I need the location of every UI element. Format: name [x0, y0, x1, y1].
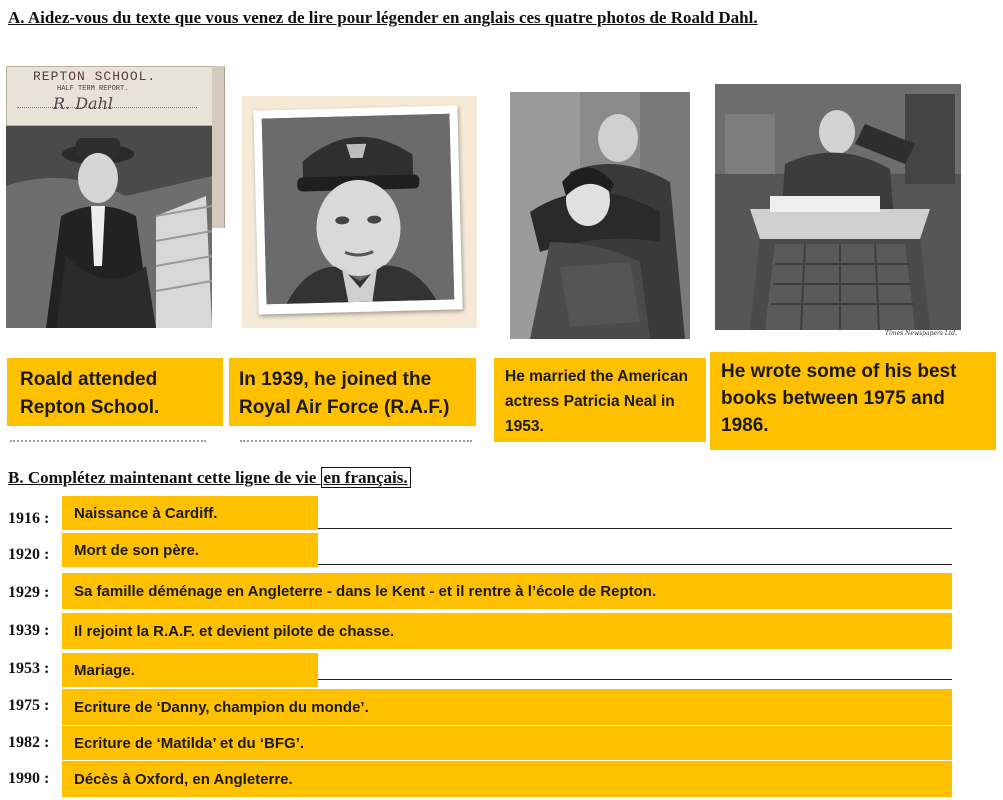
timeline-year: 1982 : [8, 734, 50, 751]
timeline-entry: Ecriture de ‘Matilda’ et du ‘BFG’. [62, 726, 952, 760]
caption-raf: In 1939, he joined the Royal Air Force (R.A.F.) [229, 358, 476, 426]
timeline-entry: Naissance à Cardiff. [62, 496, 318, 530]
timeline-entry: Ecriture de ‘Danny, champion du monde’. [62, 689, 952, 725]
section-b-title-text: B. Complétez maintenant cette ligne de vie [8, 468, 317, 487]
timeline-line [318, 679, 952, 680]
timeline-year: 1953 : [8, 660, 50, 677]
photo-raf-card [242, 96, 477, 328]
timeline-entry: Sa famille déménage en Angleterre - dans le Kent - et il rentre à l’école de Repton. [62, 573, 952, 609]
report-card-subtitle: HALF TERM REPORT. [57, 85, 129, 93]
photo-raf-frame [253, 105, 462, 314]
answer-line-1 [10, 440, 206, 442]
caption-marriage: He married the American actress Patricia Neal in 1953. [494, 358, 706, 442]
section-b-title [8, 468, 411, 488]
section-b-title-boxed: en français. [321, 467, 411, 488]
photo-raf-pilot [262, 114, 455, 305]
photo-credit: Times Newspapers Ltd. [885, 330, 957, 337]
caption-books: He wrote some of his best books between 1975 and 1986. [710, 352, 996, 450]
timeline-line [318, 564, 952, 565]
timeline-year: 1916 : [8, 510, 50, 527]
caption-repton: Roald attended Repton School. [7, 358, 223, 426]
timeline-entry: Mort de son père. [62, 533, 318, 567]
timeline-year: 1929 : [8, 584, 50, 601]
timeline-entry: Décès à Oxford, en Angleterre. [62, 761, 952, 797]
timeline-year: 1939 : [8, 622, 50, 639]
photo-marriage [510, 92, 690, 339]
report-card [6, 66, 212, 126]
report-card-edge [212, 66, 225, 228]
timeline-line [318, 528, 952, 529]
timeline-year: 1975 : [8, 697, 50, 714]
timeline-entry: Il rejoint la R.A.F. et devient pilote de chasse. [62, 613, 952, 649]
photo-repton-school [6, 66, 212, 328]
section-a-title: A. Aidez-vous du texte que vous venez de lire pour légender en anglais ces quatre photos de Roald Dahl. [8, 8, 758, 27]
report-card-signature: R. Dahl [53, 94, 114, 113]
answer-line-2 [240, 440, 472, 442]
timeline-year: 1920 : [8, 546, 50, 563]
timeline-entry: Mariage. [62, 653, 318, 687]
report-card-title: REPTON SCHOOL. [33, 69, 157, 84]
timeline-year: 1990 : [8, 770, 50, 787]
photo-writer [715, 84, 961, 342]
